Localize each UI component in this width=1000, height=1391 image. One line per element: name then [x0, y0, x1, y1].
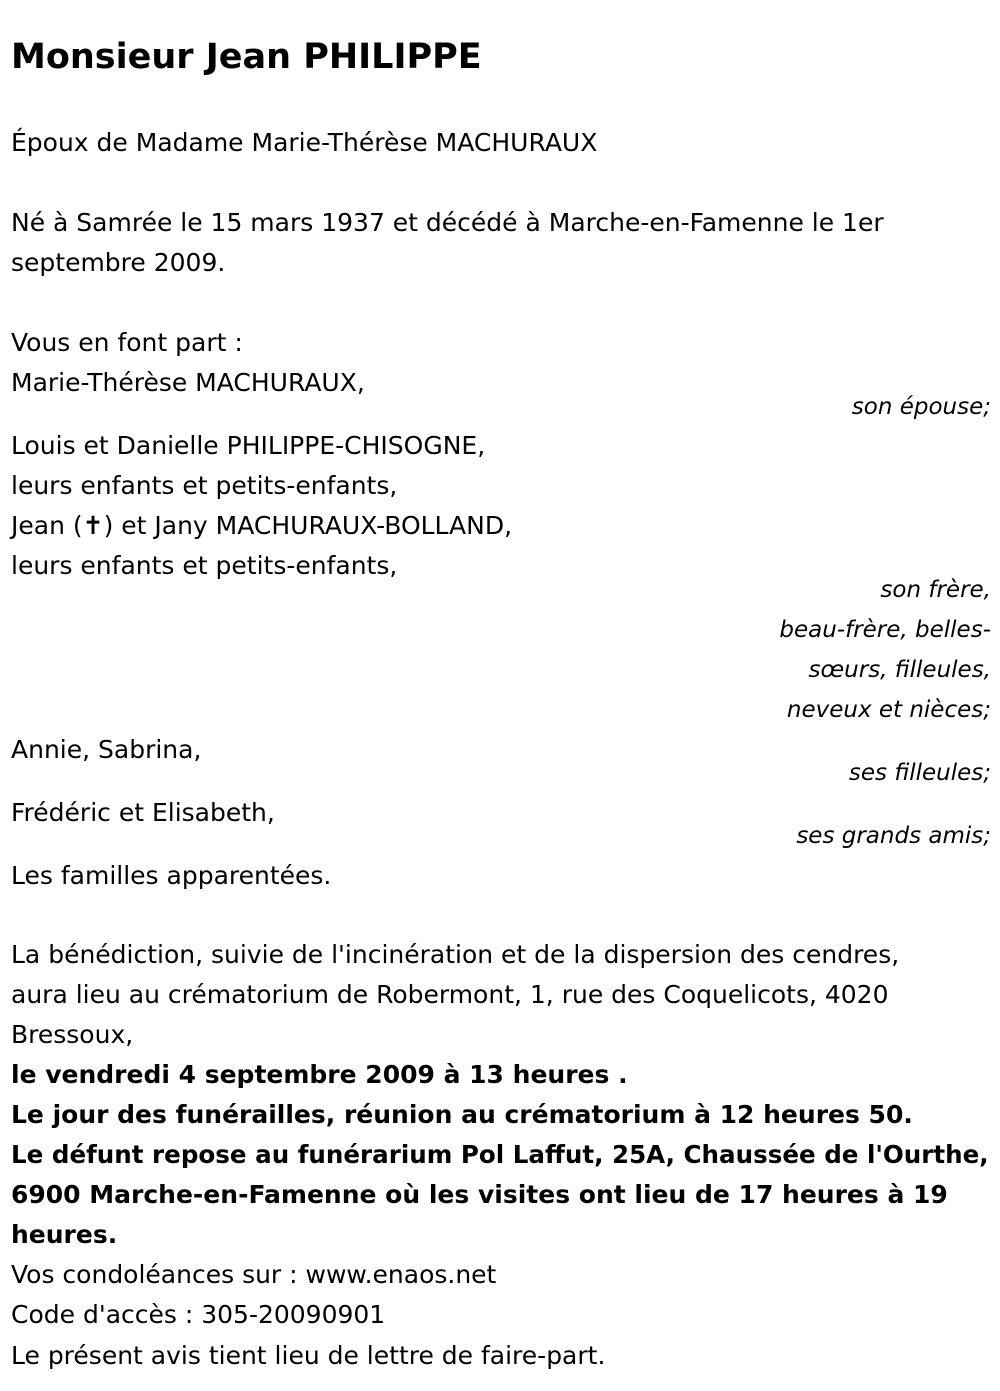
ceremony-meeting: Le jour des funérailles, réunion au crématorium à 12 heures 50. [11, 1100, 913, 1129]
family-line: leurs enfants et petits-enfants, [11, 551, 398, 580]
relatives-line: Les familles apparentées. [11, 861, 332, 890]
funeral-home-line: Le défunt repose au funérarium Pol Laffut, 25A, Chaussée de l'Ourthe, [11, 1140, 989, 1169]
goddaughters-names: Annie, Sabrina, [11, 735, 202, 764]
page-title: Monsieur Jean PHILIPPE [11, 37, 482, 77]
friends-role: ses grands amis; [796, 823, 991, 849]
ceremony-line: aura lieu au crématorium de Robermont, 1, rue des Coquelicots, 4020 [11, 980, 889, 1009]
family-role: son frère, [880, 577, 991, 603]
family-role: beau-frère, belles- [779, 617, 991, 643]
condolences-line: Vos condoléances sur : www.enaos.net [11, 1260, 497, 1289]
access-code-line: Code d'accès : 305-20090901 [11, 1300, 386, 1329]
funeral-home-line: 6900 Marche-en-Famenne où les visites ont lieu de 17 heures à 19 [11, 1180, 948, 1209]
ceremony-line: Bressoux, [11, 1020, 134, 1049]
family-line: Jean (✝) et Jany MACHURAUX-BOLLAND, [11, 511, 513, 540]
family-line: leurs enfants et petits-enfants, [11, 471, 398, 500]
spouse-line: Époux de Madame Marie-Thérèse MACHURAUX [11, 128, 598, 157]
wife-name: Marie-Thérèse MACHURAUX, [11, 368, 365, 397]
goddaughters-role: ses filleules; [848, 760, 991, 786]
family-role: sœurs, filleules, [808, 657, 991, 683]
birth-death-line: Né à Samrée le 15 mars 1937 et décédé à Marche-en-Famenne le 1er [11, 208, 884, 237]
ceremony-line: La bénédiction, suivie de l'incinération et de la dispersion des cendres, [11, 940, 900, 969]
wife-role: son épouse; [851, 394, 991, 420]
family-line: Louis et Danielle PHILIPPE-CHISOGNE, [11, 431, 486, 460]
notice-line: Le présent avis tient lieu de lettre de faire-part. [11, 1341, 606, 1370]
ceremony-date: le vendredi 4 septembre 2009 à 13 heures . [11, 1060, 628, 1089]
funeral-home-line: heures. [11, 1220, 118, 1249]
announcers-intro: Vous en font part : [11, 328, 243, 357]
family-role: neveux et nièces; [786, 697, 991, 723]
friends-names: Frédéric et Elisabeth, [11, 798, 275, 827]
birth-death-line: septembre 2009. [11, 248, 226, 277]
